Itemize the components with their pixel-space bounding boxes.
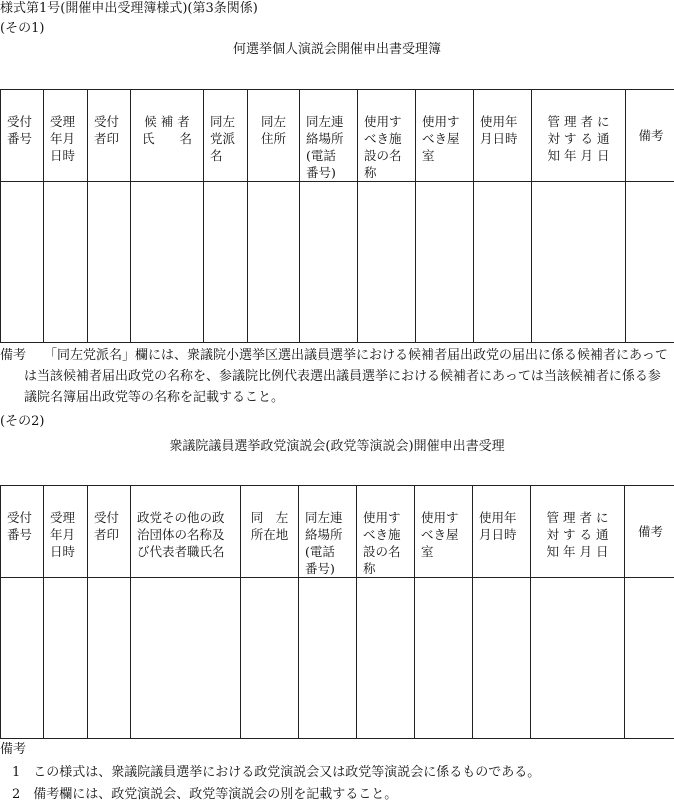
part2-note-label: 備考: [0, 741, 26, 759]
part2-header-cell: 受付 番号: [1, 486, 44, 578]
part2-header-cell: 受理 年月 日時: [44, 486, 88, 578]
part1-entry-cell[interactable]: [88, 182, 131, 343]
part1-entry-cell[interactable]: [474, 182, 532, 343]
part1-note-label: 備考: [0, 345, 26, 366]
part1-entry-cell[interactable]: [300, 182, 358, 343]
part1-header-cell: 同左連 絡場所 (電話 番号): [300, 90, 358, 182]
part2-entry-cell[interactable]: [625, 578, 674, 739]
part1-entry-cell[interactable]: [44, 182, 88, 343]
part2-title: 衆議院議員選挙政党演説会(政党等演説会)開催申出書受理: [0, 438, 674, 456]
part2-header-cell: 使用年 月日時: [473, 486, 531, 578]
part1-entry-cell[interactable]: [626, 182, 674, 343]
part1-table: [0, 89, 674, 343]
part1-header-cell: 受理 年月 日時: [44, 90, 88, 182]
part2-entry-cell[interactable]: [531, 578, 625, 739]
form-title: 様式第1号(開催申出受理簿様式)(第3条関係): [0, 0, 258, 18]
part1-header-cell: 使用す べき屋 室: [416, 90, 474, 182]
part1-header-cell: 受付 者印: [88, 90, 131, 182]
part1-title: 何選挙個人演説会開催申出書受理簿: [0, 41, 674, 59]
part2-entry-cell[interactable]: [415, 578, 473, 739]
part2-entry-cell[interactable]: [241, 578, 299, 739]
part2-header-cell: 使用す べき屋 室: [415, 486, 473, 578]
part2-header-cell: 管 理 者 に 対 す る 通 知 年 月 日: [531, 486, 625, 578]
part2-header-cell: 備考: [625, 486, 674, 578]
part1-note-text: 「同左党派名」欄には、衆議院小選挙区選出議員選挙における候補者届出政党の届出に係る候補者にあっては当該候補者届出政党の名称を、参議院比例代表選出議員選挙における候補者にあっては当該候補者に係る参議院名簿届出政党等の名称を記載すること。: [24, 345, 672, 408]
part2-header-cell: 使用す べき施 設の名 称: [357, 486, 415, 578]
part2-entry-cell[interactable]: [299, 578, 357, 739]
part2-entry-row: [1, 578, 674, 739]
part1-entry-cell[interactable]: [416, 182, 474, 343]
part1-entry-cell[interactable]: [131, 182, 204, 343]
part1-header-cell: 同左 住所: [248, 90, 300, 182]
part2-header-cell: 同 左 所在地: [241, 486, 299, 578]
part1-entry-cell[interactable]: [248, 182, 300, 343]
part1-entry-row: [1, 182, 674, 343]
part2-label: (その2): [0, 413, 44, 431]
part2-entry-cell[interactable]: [1, 578, 44, 739]
part2-entry-cell[interactable]: [473, 578, 531, 739]
part1-label: (その1): [0, 20, 44, 38]
part2-entry-cell[interactable]: [131, 578, 241, 739]
part1-header-cell: 候 補 者 氏 名: [131, 90, 204, 182]
part2-table: [0, 485, 674, 739]
part2-note-item: 2 備考欄には、政党演説会、政党等演説会の別を記載すること。: [12, 784, 397, 805]
part1-entry-cell[interactable]: [1, 182, 44, 343]
part2-header-cell: 政党その他の政 治団体の名称及 び代表者職氏名: [131, 486, 241, 578]
part2-entry-cell[interactable]: [357, 578, 415, 739]
part2-entry-cell[interactable]: [88, 578, 131, 739]
part1-entry-cell[interactable]: [532, 182, 626, 343]
part1-entry-cell[interactable]: [204, 182, 248, 343]
part2-header-row: [1, 486, 674, 578]
part1-header-cell: 受付 番号: [1, 90, 44, 182]
part1-header-cell: 同左 党派 名: [204, 90, 248, 182]
part1-header-row: [1, 90, 674, 182]
part2-entry-cell[interactable]: [44, 578, 88, 739]
part1-header-cell: 管 理 者 に 対 す る 通 知 年 月 日: [532, 90, 626, 182]
part1-header-cell: 備考: [626, 90, 674, 182]
part1-entry-cell[interactable]: [358, 182, 416, 343]
part2-note-item: 1 この様式は、衆議院議員選挙における政党演説会又は政党等演説会に係るものである。: [12, 762, 540, 783]
part2-header-cell: 同左連 絡場所 (電話 番号): [299, 486, 357, 578]
part2-header-cell: 受付 者印: [88, 486, 131, 578]
part1-header-cell: 使用す べき施 設の名 称: [358, 90, 416, 182]
part1-header-cell: 使用年 月日時: [474, 90, 532, 182]
